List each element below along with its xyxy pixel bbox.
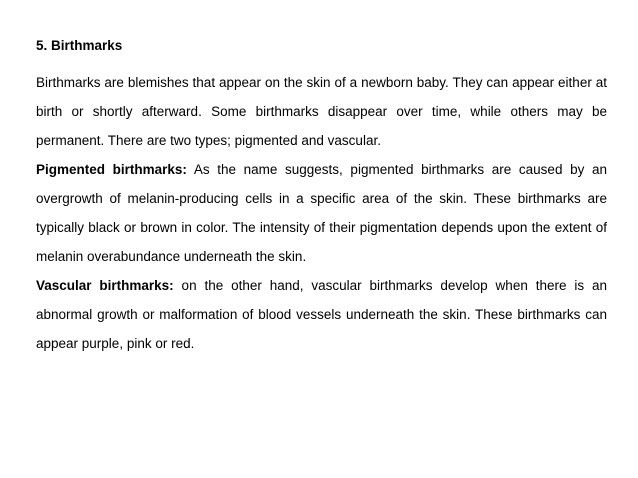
pigmented-label: Pigmented birthmarks: bbox=[36, 162, 187, 177]
pigmented-paragraph bbox=[36, 155, 607, 271]
slide-content bbox=[36, 38, 607, 358]
section-heading: 5. Birthmarks bbox=[36, 38, 123, 53]
vascular-label: Vascular birthmarks: bbox=[36, 278, 174, 293]
vascular-paragraph bbox=[36, 271, 607, 358]
intro-paragraph: Birthmarks are blemishes that appear on the skin of a newborn baby. They can appear either at birth or shortly afterward. Some birthmarks disappear over time, while others may be permanent. There are two types; pigmented and vascular. bbox=[36, 75, 607, 148]
pigmented-text: As the name suggests, pigmented birthmarks are caused by an overgrowth of melanin-producing cells in a specific area of the skin. These birthmarks are typically black or brown in color. The intensity of their pigmentation depends upon the extent of melanin overabundance underneath the skin. bbox=[36, 162, 607, 264]
vascular-text: on the other hand, vascular birthmarks develop when there is an abnormal growth or malformation of blood vessels underneath the skin. These birthmarks can appear purple, pink or red. bbox=[36, 278, 607, 351]
